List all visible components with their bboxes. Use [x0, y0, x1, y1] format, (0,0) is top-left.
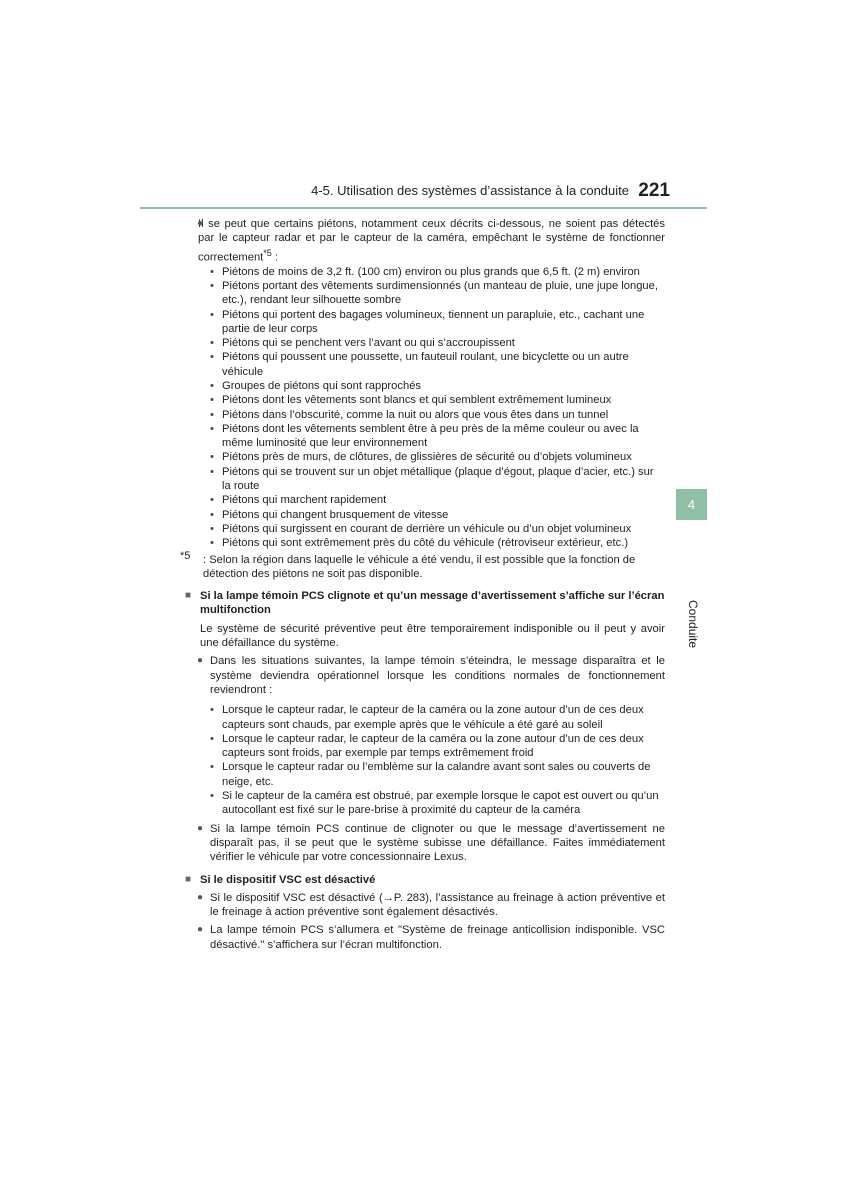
pcs-conditions-list	[210, 703, 665, 817]
section-paragraph: Le système de sécurité préventive peut être temporairement indisponible ou il peut y avoir une défaillance du système.	[200, 622, 665, 650]
list-item: • Piétons portant des vêtements surdimensionnés (un manteau de pluie, une jupe longue, etc.), rendant leur silhouette sombre	[210, 279, 665, 308]
vsc-bullet-2: ● La lampe témoin PCS s’allumera et "Système de freinage anticollision indisponible. VSC désactivé." s’affichera sur l’écran multifonction.	[180, 923, 665, 952]
intro-suffix: :	[271, 251, 279, 264]
list-item: • Piétons qui poussent une poussette, un fauteuil roulant, une bicyclette ou un autre véhicule	[210, 350, 665, 379]
header-rule	[140, 207, 707, 209]
list-item: • Piétons qui changent brusquement de vitesse	[210, 508, 665, 522]
list-item: • Piétons dont les vêtements sont blancs et qui semblent extrêmement lumineux	[210, 393, 665, 407]
list-item: • Piétons qui surgissent en courant de derrière un véhicule ou d’un objet volumineux	[210, 522, 665, 536]
pcs-bullet-2: ● Si la lampe témoin PCS continue de clignoter ou que le message d’avertissement ne disparaît pas, il se peut que le système subisse une défaillance. Faites immédiatement vérifier le véhicule par votre concessionnaire Lexus.	[180, 822, 665, 865]
page-header	[140, 180, 707, 208]
list-item: • Piétons qui portent des bagages volumineux, tiennent un parapluie, etc., cachant une partie de leur corps	[210, 308, 665, 337]
chapter-label: Conduite	[686, 600, 700, 649]
vsc-bullet-1: ● Si le dispositif VSC est désactivé (→P. 283), l’assistance au freinage à action préventive et le freinage à action préventive sont également désactivés.	[180, 891, 665, 920]
footnote	[180, 549, 665, 582]
footnote-text: : Selon la région dans laquelle le véhicule a été vendu, il est possible que la fonction de détection des piétons ne soit pas disponible.	[203, 553, 636, 580]
list-item: • Piétons dans l’obscurité, comme la nuit ou alors que vous êtes dans un tunnel	[210, 408, 665, 422]
pcs-bullet-1: ● Dans les situations suivantes, la lampe témoin s’éteindra, le message disparaîtra et le système deviendra opérationnel lorsque les conditions normales de fonctionnement reviendront :	[180, 654, 665, 697]
intro-text: Il se peut que certains piétons, notamment ceux décrits ci-dessous, ne soient pas détectés par le capteur radar et par le capteur de la caméra, empêchant le système de fonctionner correctement	[198, 218, 665, 264]
list-item: • Piétons de moins de 3,2 ft. (100 cm) environ ou plus grands que 6,5 ft. (2 m) environ	[210, 265, 665, 279]
section-title: 4-5. Utilisation des systèmes d’assistance à la conduite	[311, 183, 629, 198]
intro-bullet	[180, 217, 665, 265]
footnote-mark: *5	[180, 549, 191, 562]
list-item: • Lorsque le capteur radar, le capteur de la caméra ou la zone autour d’un de ces deux capteurs sont froids, par exemple par temps extrêmement froid	[210, 732, 665, 761]
list-item: • Piétons dont les vêtements semblent être à peu près de la même couleur ou avec la même luminosité que leur environnement	[210, 422, 665, 451]
list-item: • Si le capteur de la caméra est obstrué, par exemple lorsque le capot est ouvert ou qu’un autocollant est fixé sur le pare-brise à proximité du capteur de la caméra	[210, 789, 665, 818]
page-content	[180, 217, 665, 952]
section-heading-pcs: ■ Si la lampe témoin PCS clignote et qu’un message d’avertissement s’affiche sur l’écran multifonction	[180, 589, 665, 618]
list-item: • Lorsque le capteur radar, le capteur de la caméra ou la zone autour d’un de ces deux capteurs sont chauds, par exemple après que le véhicule a été garé au soleil	[210, 703, 665, 732]
list-item: • Groupes de piétons qui sont rapprochés	[210, 379, 665, 393]
list-item: • Piétons qui marchent rapidement	[210, 493, 665, 507]
pedestrian-list	[210, 265, 665, 551]
list-item: • Piétons près de murs, de clôtures, de glissières de sécurité ou d’objets volumineux	[210, 450, 665, 464]
list-item: • Piétons qui se penchent vers l’avant ou qui s’accroupissent	[210, 336, 665, 350]
list-item: • Piétons qui se trouvent sur un objet métallique (plaque d’égout, plaque d’acier, etc.) sur la route	[210, 465, 665, 494]
page-number: 221	[638, 180, 670, 201]
chapter-tab[interactable]: 4	[676, 489, 707, 520]
list-item: • Piétons qui sont extrêmement près du côté du véhicule (rétroviseur extérieur, etc.)	[210, 536, 665, 550]
section-heading-vsc: ■ Si le dispositif VSC est désactivé	[180, 873, 665, 887]
list-item: • Lorsque le capteur radar ou l’emblème sur la calandre avant sont sales ou couverts de neige, etc.	[210, 760, 665, 789]
footnote-ref: *5	[263, 247, 272, 258]
